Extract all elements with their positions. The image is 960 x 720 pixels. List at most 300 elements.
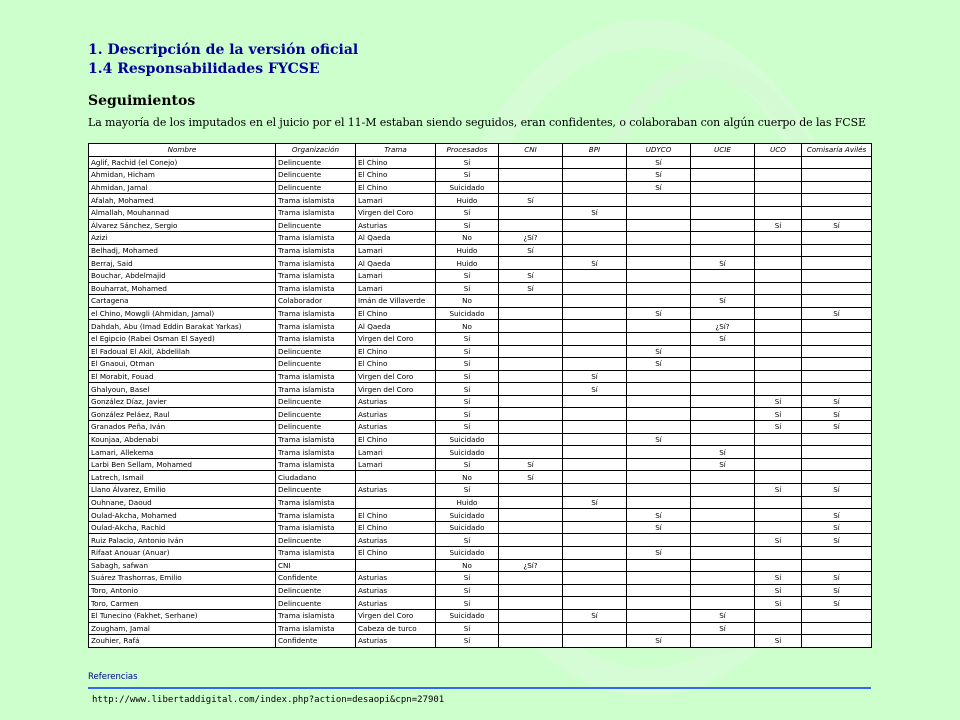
- table-cell: [563, 181, 627, 194]
- table-cell: Granados Peña, Iván: [89, 421, 276, 434]
- intro-paragraph: La mayoría de los imputados en el juicio por el 11-M estaban siendo seguidos, eran confidentes, o colaboraban con algún cuerpo de las FCSE: [88, 116, 866, 129]
- table-cell: Llano Álvarez, Emilio: [89, 484, 276, 497]
- table-cell: [627, 395, 691, 408]
- table-cell: [627, 282, 691, 295]
- table-row: [89, 257, 872, 270]
- table-cell: Trama islamista: [276, 232, 356, 245]
- table-cell: Sí: [802, 421, 872, 434]
- table-cell: [627, 257, 691, 270]
- table-cell: [755, 609, 802, 622]
- column-header: Trama: [356, 144, 436, 157]
- table-cell: [499, 446, 563, 459]
- table-cell: Trama islamista: [276, 521, 356, 534]
- table-cell: Trama islamista: [276, 269, 356, 282]
- table-cell: [627, 471, 691, 484]
- references-label: Referencias: [88, 672, 138, 682]
- table-cell: El Chino: [356, 169, 436, 182]
- table-cell: Sí: [436, 484, 499, 497]
- table-cell: [563, 509, 627, 522]
- table-cell: [499, 584, 563, 597]
- table-cell: Al Qaeda: [356, 257, 436, 270]
- table-cell: Delincuente: [276, 534, 356, 547]
- table-cell: Sí: [802, 597, 872, 610]
- column-header: Nombre: [89, 144, 276, 157]
- table-cell: [499, 295, 563, 308]
- table-cell: [499, 433, 563, 446]
- table-cell: Sí: [691, 458, 755, 471]
- section-title: Seguimientos: [88, 93, 196, 109]
- table-row: [89, 572, 872, 585]
- table-cell: [802, 332, 872, 345]
- table-cell: [691, 635, 755, 648]
- table-cell: Ruiz Palacio, Antonio Iván: [89, 534, 276, 547]
- table-cell: [802, 609, 872, 622]
- table-cell: [755, 232, 802, 245]
- table-cell: Sí: [755, 484, 802, 497]
- table-row: [89, 635, 872, 648]
- heading-version: 1. Descripción de la versión oficial: [88, 42, 359, 58]
- table-cell: [627, 446, 691, 459]
- table-row: [89, 244, 872, 257]
- table-cell: Bouharrat, Mohamed: [89, 282, 276, 295]
- table-cell: Azizi: [89, 232, 276, 245]
- table-cell: [563, 269, 627, 282]
- table-cell: Sí: [755, 421, 802, 434]
- table-cell: Sí: [436, 458, 499, 471]
- divider: [88, 687, 871, 689]
- table-cell: [755, 269, 802, 282]
- table-cell: Sí: [627, 433, 691, 446]
- table-cell: [499, 521, 563, 534]
- table-cell: [563, 635, 627, 648]
- table-row: [89, 408, 872, 421]
- table-cell: [627, 244, 691, 257]
- table-cell: [627, 458, 691, 471]
- table-cell: [691, 169, 755, 182]
- table-cell: Sí: [436, 206, 499, 219]
- table-cell: Sí: [627, 509, 691, 522]
- table-cell: Sí: [802, 584, 872, 597]
- table-cell: [563, 547, 627, 560]
- table-cell: [691, 484, 755, 497]
- table-cell: Ghalyoun, Basel: [89, 383, 276, 396]
- table-cell: [691, 194, 755, 207]
- table-cell: Suicidado: [436, 609, 499, 622]
- table-cell: Huido: [436, 194, 499, 207]
- table-cell: Delincuente: [276, 345, 356, 358]
- table-cell: [499, 345, 563, 358]
- table-row: [89, 282, 872, 295]
- table-cell: Huido: [436, 257, 499, 270]
- table-cell: [627, 332, 691, 345]
- table-cell: Trama islamista: [276, 433, 356, 446]
- table-cell: Trama islamista: [276, 194, 356, 207]
- table-cell: [563, 395, 627, 408]
- table-cell: [802, 433, 872, 446]
- table-cell: [691, 597, 755, 610]
- table-cell: [563, 307, 627, 320]
- table-cell: Sí: [436, 635, 499, 648]
- table-row: [89, 320, 872, 333]
- table-cell: Sí: [802, 219, 872, 232]
- table-cell: Delincuente: [276, 358, 356, 371]
- table-cell: [755, 169, 802, 182]
- table-cell: Colaborador: [276, 295, 356, 308]
- table-row: [89, 421, 872, 434]
- table-cell: Sí: [627, 307, 691, 320]
- table-cell: [691, 496, 755, 509]
- table-cell: [755, 358, 802, 371]
- table-cell: Sí: [627, 181, 691, 194]
- table-row: [89, 496, 872, 509]
- table-cell: [563, 572, 627, 585]
- table-row: [89, 446, 872, 459]
- table-cell: Trama islamista: [276, 370, 356, 383]
- seguimientos-table: [88, 143, 872, 648]
- table-cell: Asturias: [356, 219, 436, 232]
- table-row: [89, 534, 872, 547]
- table-cell: Al Qaeda: [356, 320, 436, 333]
- table-cell: No: [436, 559, 499, 572]
- table-cell: [755, 244, 802, 257]
- table-cell: CNI: [276, 559, 356, 572]
- table-cell: [691, 244, 755, 257]
- table-row: [89, 358, 872, 371]
- table-cell: Trama islamista: [276, 609, 356, 622]
- table-cell: El Chino: [356, 521, 436, 534]
- table-cell: [563, 194, 627, 207]
- table-cell: Sí: [563, 383, 627, 396]
- table-cell: [802, 635, 872, 648]
- table-cell: Rifaat Anouar (Anuar): [89, 547, 276, 560]
- table-cell: Asturias: [356, 534, 436, 547]
- table-cell: Sí: [436, 572, 499, 585]
- table-cell: Sí: [802, 484, 872, 497]
- table-cell: [627, 194, 691, 207]
- table-cell: Ahmidan, Hicham: [89, 169, 276, 182]
- table-cell: [755, 370, 802, 383]
- table-cell: el Chino, Mowgli (Ahmidan, Jamal): [89, 307, 276, 320]
- table-cell: Virgen del Coro: [356, 332, 436, 345]
- table-cell: [499, 169, 563, 182]
- table-cell: [802, 320, 872, 333]
- table-cell: [627, 534, 691, 547]
- table-cell: Sí: [755, 408, 802, 421]
- table-cell: [691, 572, 755, 585]
- table-cell: Delincuente: [276, 169, 356, 182]
- table-cell: [802, 295, 872, 308]
- table-cell: Delincuente: [276, 484, 356, 497]
- column-header: Organización: [276, 144, 356, 157]
- table-cell: [691, 181, 755, 194]
- table-cell: Sí: [755, 635, 802, 648]
- table-body: [89, 156, 872, 647]
- table-cell: Afalah, Mohamed: [89, 194, 276, 207]
- table-cell: [755, 471, 802, 484]
- table-cell: [499, 622, 563, 635]
- table-cell: Sí: [436, 370, 499, 383]
- table-cell: [802, 345, 872, 358]
- table-cell: Suicidado: [436, 446, 499, 459]
- table-cell: Almallah, Mouhannad: [89, 206, 276, 219]
- table-row: [89, 547, 872, 560]
- column-header: Procesados: [436, 144, 499, 157]
- table-cell: [563, 584, 627, 597]
- table-cell: [499, 496, 563, 509]
- table-cell: [627, 320, 691, 333]
- table-cell: [755, 156, 802, 169]
- table-cell: Sí: [563, 609, 627, 622]
- table-cell: [627, 597, 691, 610]
- table-cell: Trama islamista: [276, 307, 356, 320]
- table-cell: Sí: [436, 282, 499, 295]
- table-cell: Belhadj, Mohamed: [89, 244, 276, 257]
- table-cell: Sí: [436, 622, 499, 635]
- table-cell: [499, 547, 563, 560]
- table-cell: [499, 358, 563, 371]
- table-cell: Lamari: [356, 458, 436, 471]
- table-cell: el Egipcio (Rabei Osman El Sayed): [89, 332, 276, 345]
- column-header: BPI: [563, 144, 627, 157]
- table-cell: [563, 521, 627, 534]
- table-cell: Trama islamista: [276, 446, 356, 459]
- table-cell: Sí: [436, 584, 499, 597]
- table-cell: [691, 509, 755, 522]
- table-cell: [691, 471, 755, 484]
- table-cell: Sí: [691, 295, 755, 308]
- column-header: UCIE: [691, 144, 755, 157]
- table-row: [89, 383, 872, 396]
- table-cell: [691, 383, 755, 396]
- table-row: [89, 521, 872, 534]
- table-cell: El Gnaoui, Otman: [89, 358, 276, 371]
- table-cell: Delincuente: [276, 408, 356, 421]
- table-cell: Zougham, Jamal: [89, 622, 276, 635]
- table-cell: [755, 446, 802, 459]
- table-cell: [627, 383, 691, 396]
- table-cell: [499, 534, 563, 547]
- column-header: CNI: [499, 144, 563, 157]
- table-cell: [802, 282, 872, 295]
- table-cell: [755, 181, 802, 194]
- table-row: [89, 484, 872, 497]
- table-cell: El Morabit, Fouad: [89, 370, 276, 383]
- table-row: [89, 433, 872, 446]
- table-row: [89, 269, 872, 282]
- table-cell: Trama islamista: [276, 383, 356, 396]
- table-cell: Delincuente: [276, 421, 356, 434]
- table-cell: [802, 244, 872, 257]
- table-row: [89, 295, 872, 308]
- table-cell: Cartagena: [89, 295, 276, 308]
- table-cell: Lamari: [356, 282, 436, 295]
- table-cell: [563, 458, 627, 471]
- table-cell: [563, 320, 627, 333]
- table-cell: Sí: [436, 156, 499, 169]
- table-cell: [499, 597, 563, 610]
- table-cell: Sí: [436, 383, 499, 396]
- table-cell: Sí: [691, 446, 755, 459]
- table-cell: [755, 509, 802, 522]
- table-cell: Bouchar, Abdelmajid: [89, 269, 276, 282]
- table-cell: [691, 534, 755, 547]
- table-cell: [802, 622, 872, 635]
- table-cell: [802, 559, 872, 572]
- table-cell: Sí: [436, 408, 499, 421]
- table-cell: [627, 609, 691, 622]
- table-cell: [691, 206, 755, 219]
- table-cell: Sí: [627, 521, 691, 534]
- table-cell: [755, 282, 802, 295]
- table-cell: González Díaz, Javier: [89, 395, 276, 408]
- table-cell: Trama islamista: [276, 244, 356, 257]
- table-cell: Toro, Carmen: [89, 597, 276, 610]
- table-cell: [563, 232, 627, 245]
- table-cell: Sí: [499, 244, 563, 257]
- table-cell: Sí: [436, 597, 499, 610]
- table-cell: Delincuente: [276, 597, 356, 610]
- table-cell: Sí: [563, 257, 627, 270]
- table-cell: Delincuente: [276, 181, 356, 194]
- table-cell: [499, 395, 563, 408]
- table-row: [89, 194, 872, 207]
- table-cell: [627, 622, 691, 635]
- table-cell: Ahmidan, Jamal: [89, 181, 276, 194]
- table-cell: [627, 408, 691, 421]
- table-cell: [499, 509, 563, 522]
- table-cell: Sí: [436, 345, 499, 358]
- table-cell: Oulad-Akcha, Rachid: [89, 521, 276, 534]
- table-cell: Sí: [436, 534, 499, 547]
- table-cell: Oulad-Akcha, Mohamed: [89, 509, 276, 522]
- table-cell: Trama islamista: [276, 547, 356, 560]
- table-cell: Sí: [436, 395, 499, 408]
- table-cell: [499, 635, 563, 648]
- table-cell: Ouhnane, Daoud: [89, 496, 276, 509]
- table-cell: Suicidado: [436, 433, 499, 446]
- table-cell: Sí: [627, 169, 691, 182]
- table-cell: [755, 320, 802, 333]
- table-cell: Kounjaa, Abdenabi: [89, 433, 276, 446]
- table-cell: González Peláez, Raul: [89, 408, 276, 421]
- table-cell: [627, 269, 691, 282]
- table-cell: Sí: [499, 194, 563, 207]
- table-cell: [691, 421, 755, 434]
- table-cell: [802, 446, 872, 459]
- table-row: [89, 307, 872, 320]
- table-cell: [802, 370, 872, 383]
- table-cell: [356, 496, 436, 509]
- table-cell: [563, 534, 627, 547]
- table-cell: [563, 622, 627, 635]
- table-cell: Delincuente: [276, 584, 356, 597]
- table-cell: Delincuente: [276, 219, 356, 232]
- table-cell: [627, 232, 691, 245]
- reference-link[interactable]: http://www.libertaddigital.com/index.php?action=desaopi&cpn=27901: [92, 695, 445, 705]
- table-cell: Lamari, Allekema: [89, 446, 276, 459]
- table-cell: Sí: [563, 496, 627, 509]
- column-header: Comisaría Avilés: [802, 144, 872, 157]
- table-cell: Aglif, Rachid (el Conejo): [89, 156, 276, 169]
- table-cell: [499, 421, 563, 434]
- table-cell: [499, 484, 563, 497]
- table-cell: Sí: [755, 219, 802, 232]
- table-cell: Berraj, Said: [89, 257, 276, 270]
- table-cell: Sí: [802, 521, 872, 534]
- table-cell: [802, 206, 872, 219]
- table-cell: Zouhier, Rafá: [89, 635, 276, 648]
- table-cell: Sí: [802, 572, 872, 585]
- table-cell: Álvarez Sánchez, Sergio: [89, 219, 276, 232]
- table-cell: Trama islamista: [276, 332, 356, 345]
- table-cell: Sí: [499, 282, 563, 295]
- table-cell: [755, 433, 802, 446]
- table-cell: [499, 408, 563, 421]
- table-cell: [499, 609, 563, 622]
- table-cell: [563, 169, 627, 182]
- table-cell: Trama islamista: [276, 509, 356, 522]
- table-cell: Imán de Villaverde: [356, 295, 436, 308]
- table-cell: El Chino: [356, 433, 436, 446]
- table-cell: El Chino: [356, 156, 436, 169]
- table-cell: No: [436, 320, 499, 333]
- table-row: [89, 597, 872, 610]
- table-cell: Confidente: [276, 572, 356, 585]
- table-cell: Asturias: [356, 421, 436, 434]
- table-cell: Sí: [436, 219, 499, 232]
- table-cell: Larbi Ben Sellam, Mohamed: [89, 458, 276, 471]
- table-row: [89, 559, 872, 572]
- table-cell: Trama islamista: [276, 320, 356, 333]
- table-cell: [499, 383, 563, 396]
- table-cell: No: [436, 295, 499, 308]
- table-cell: [499, 320, 563, 333]
- table-cell: [755, 496, 802, 509]
- table-cell: Sí: [691, 609, 755, 622]
- table-row: [89, 471, 872, 484]
- table-cell: [691, 433, 755, 446]
- table-cell: Cabeza de turco: [356, 622, 436, 635]
- table-cell: Sí: [802, 395, 872, 408]
- table-row: [89, 345, 872, 358]
- table-cell: Latrech, Ismail: [89, 471, 276, 484]
- table-cell: [627, 206, 691, 219]
- table-cell: [499, 307, 563, 320]
- table-cell: [802, 496, 872, 509]
- table-cell: Asturias: [356, 484, 436, 497]
- table-cell: [563, 408, 627, 421]
- table-cell: El Chino: [356, 547, 436, 560]
- table-row: [89, 219, 872, 232]
- table-cell: Dahdah, Abu (Imad Eddin Barakat Yarkas): [89, 320, 276, 333]
- table-cell: El Chino: [356, 181, 436, 194]
- table-cell: Lamari: [356, 269, 436, 282]
- table-cell: Trama islamista: [276, 622, 356, 635]
- table-cell: No: [436, 471, 499, 484]
- column-header: UCO: [755, 144, 802, 157]
- table-cell: Sí: [563, 370, 627, 383]
- table-cell: Trama islamista: [276, 257, 356, 270]
- table-cell: [499, 572, 563, 585]
- table-cell: Asturias: [356, 395, 436, 408]
- table-cell: [691, 584, 755, 597]
- table-cell: El Chino: [356, 509, 436, 522]
- table-cell: Suicidado: [436, 181, 499, 194]
- table-cell: [691, 269, 755, 282]
- table-cell: Sí: [563, 206, 627, 219]
- table-cell: Suárez Trashorras, Emilio: [89, 572, 276, 585]
- table-cell: Sí: [691, 622, 755, 635]
